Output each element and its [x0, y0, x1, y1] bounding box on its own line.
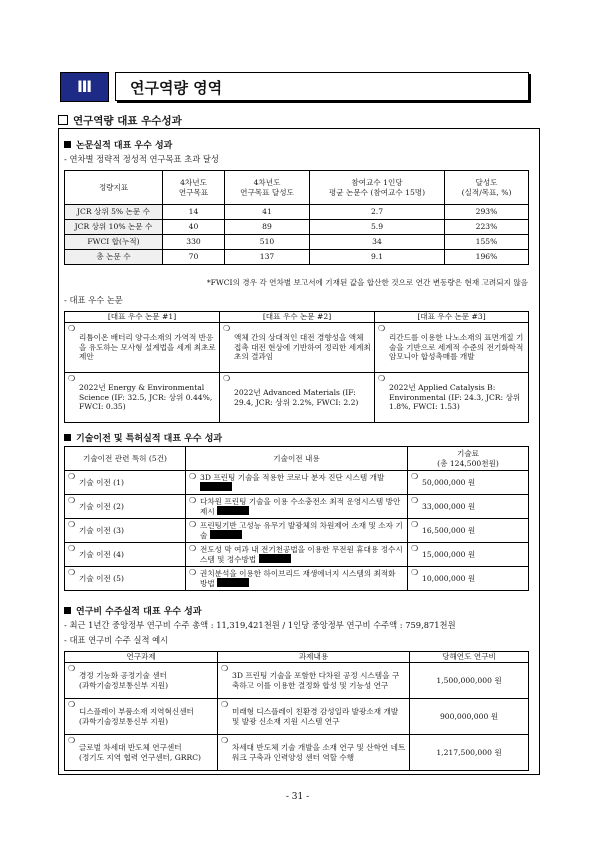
chapter-title: 연구역량 영역 — [130, 79, 223, 97]
redaction-block — [259, 554, 291, 563]
transfer-fee: ❍ 15,000,000 원 — [408, 543, 529, 567]
circle-bullet-icon: ❍ — [68, 664, 76, 673]
table-cell: 223% — [445, 220, 529, 235]
project-name: ❍ 디스플레이 부품소재 지역혁신센터 (과학기술정보통신부 지원) — [65, 699, 218, 735]
table-cell: 40 — [163, 220, 225, 235]
circle-bullet-icon: ❍ — [189, 472, 197, 481]
col-header: 달성도 (실적/목표, %) — [445, 171, 529, 205]
paper-header: [대표 우수 논문 #3] — [375, 312, 529, 323]
table-row — [65, 699, 529, 735]
papers-line1: - 연차별 정략적 정성적 연구목표 초과 달성 — [64, 154, 219, 164]
table-cell: 155% — [445, 235, 529, 250]
section-title: 연구역량 대표 우수성과 — [58, 113, 182, 128]
paper-journal: ❍ 2022년 Advanced Materials (IF: 29.4, JCR: 상위 2.2%, FWCI: 2.2) — [220, 373, 375, 423]
redaction-block — [200, 482, 232, 491]
table-cell: 9.1 — [310, 250, 445, 265]
table-row — [65, 220, 529, 235]
col-header: 기술이전 내용 — [186, 447, 408, 471]
table-cell: 70 — [163, 250, 225, 265]
transfer-content: ❍ 권치분석을 이용한 하이브리드 재생에너지 시스템의 최적화 방법 — [186, 567, 408, 591]
table-row — [65, 735, 529, 771]
transfer-fee: ❍ 50,000,000 원 — [408, 471, 529, 495]
circle-bullet-icon: ❍ — [411, 520, 419, 529]
checkbox-icon — [58, 115, 68, 125]
table-cell: 총 논문 수 — [65, 250, 163, 265]
transfer-label: ❍ 기술 이전 (4) — [65, 543, 186, 567]
table-row — [65, 567, 529, 591]
transfer-fee: ❍ 10,000,000 원 — [408, 567, 529, 591]
circle-bullet-icon: ❍ — [68, 374, 76, 383]
subsection-papers-title: 논문실적 대표 우수 성과 — [64, 138, 172, 151]
circle-bullet-icon: ❍ — [411, 496, 419, 505]
table-row — [65, 543, 529, 567]
table-cell: 89 — [225, 220, 310, 235]
funding-line2: - 대표 연구비 수주 실적 예시 — [64, 635, 169, 645]
papers-line2: - 대표 우수 논문 — [64, 295, 123, 305]
chapter-header — [60, 72, 530, 102]
table-cell: FWCI 합(누적) — [65, 235, 163, 250]
transfer-label: ❍ 기술 이전 (1) — [65, 471, 186, 495]
redaction-block — [217, 578, 249, 587]
representative-papers-table — [64, 311, 529, 423]
col-header: 기술료 (총 124,500천원) — [408, 447, 529, 471]
col-header: 연구과제 — [65, 652, 218, 663]
circle-bullet-icon: ❍ — [221, 664, 229, 673]
transfer-content: ❍ 다차원 프린팅 기술을 이용 수소충전소 최적 운영시스템 방안 제시 — [186, 495, 408, 519]
project-content: ❍ 3D 프린팅 기술을 포함한 다차원 공정 시스템을 구축하고 이를 이용한 결정화 합성 및 기능성 연구 — [218, 663, 410, 699]
col-header: 과제내용 — [218, 652, 410, 663]
transfer-label: ❍ 기술 이전 (2) — [65, 495, 186, 519]
tech-transfer-table — [64, 446, 529, 591]
table-cell: 14 — [163, 205, 225, 220]
circle-bullet-icon: ❍ — [68, 496, 76, 505]
paper-description: ❍ 리튬이온 배터리 양극소재의 가역적 반응을 유도하는 모사형 설계법을 세계 최초로 제안 — [65, 323, 220, 373]
project-budget: 900,000,000 원 — [410, 699, 529, 735]
table-row — [65, 663, 529, 699]
table-header-row — [65, 652, 529, 663]
project-name: ❍ 경정 기능화 공정기술 센터 (과학기술정보통신부 지원) — [65, 663, 218, 699]
circle-bullet-icon: ❍ — [378, 374, 386, 383]
table-cell: 5.9 — [310, 220, 445, 235]
project-content: ❍ 차세대 반도체 기술 개발을 소재 연구 및 산학연 네트워크 구축과 인력양성 센터 역할 수행 — [218, 735, 410, 771]
table-row — [65, 519, 529, 543]
square-bullet-icon — [64, 141, 71, 148]
table-cell: JCR 상위 5% 논문 수 — [65, 205, 163, 220]
table-header-row — [65, 312, 529, 323]
circle-bullet-icon: ❍ — [221, 736, 229, 745]
table-row — [65, 205, 529, 220]
circle-bullet-icon: ❍ — [411, 568, 419, 577]
circle-bullet-icon: ❍ — [411, 544, 419, 553]
redaction-block — [217, 506, 249, 515]
circle-bullet-icon: ❍ — [189, 544, 197, 553]
table-cell: JCR 상위 10% 논문 수 — [65, 220, 163, 235]
table-cell: 41 — [225, 205, 310, 220]
col-header: 당해연도 연구비 — [410, 652, 529, 663]
table-row — [65, 471, 529, 495]
page-number: - 31 - — [285, 792, 310, 802]
transfer-fee: ❍ 33,000,000 원 — [408, 495, 529, 519]
square-bullet-icon — [64, 434, 71, 441]
table-cell: 2.7 — [310, 205, 445, 220]
table-cell: 137 — [225, 250, 310, 265]
transfer-label: ❍ 기술 이전 (5) — [65, 567, 186, 591]
table-row — [65, 495, 529, 519]
paper-description: ❍ 액체 간의 상대적인 대전 경향성을 액체 접촉 대전 현상에 기반하여 정리한 세계최초의 결과임 — [220, 323, 375, 373]
transfer-label: ❍ 기술 이전 (3) — [65, 519, 186, 543]
table-row — [65, 323, 529, 373]
transfer-content: ❍ 프린팅기반 고성능 유무기 발광체의 차원제어 소재 및 소자 기술 — [186, 519, 408, 543]
circle-bullet-icon: ❍ — [68, 324, 76, 333]
fwci-note: *FWCI의 경우 각 연차별 보고서에 기재된 값을 합산한 것으로 연간 변동량은 현재 고려되지 않음 — [206, 278, 528, 287]
paper-journal: ❍ 2022년 Applied Catalysis B: Environmental (IF: 24.3, JCR: 상위 1.8%, FWCI: 1.53) — [375, 373, 529, 423]
table-cell: 510 — [225, 235, 310, 250]
project-content: ❍ 미래형 디스플레이 친환경 감성일라 발광소재 개발 및 발광 신소재 지원 시스템 연구 — [218, 699, 410, 735]
circle-bullet-icon: ❍ — [378, 324, 386, 333]
circle-bullet-icon: ❍ — [68, 736, 76, 745]
paper-journal: ❍ 2022년 Energy & Environmental Science (IF: 32.5, JCR: 상위 0.44%, FWCI: 0.35) — [65, 373, 220, 423]
circle-bullet-icon: ❍ — [189, 520, 197, 529]
circle-bullet-icon: ❍ — [68, 700, 76, 709]
circle-bullet-icon: ❍ — [223, 374, 231, 383]
circle-bullet-icon: ❍ — [221, 700, 229, 709]
circle-bullet-icon: ❍ — [223, 324, 231, 333]
project-name: ❍ 글로벌 차세대 반도체 연구센터 (정기도 지역 협력 연구센터, GRRC) — [65, 735, 218, 771]
chapter-number: Ⅲ — [60, 72, 109, 102]
circle-bullet-icon: ❍ — [189, 568, 197, 577]
table-row — [65, 235, 529, 250]
subsection-funding-title: 연구비 수주실적 대표 우수 성과 — [64, 604, 202, 617]
funding-line1: - 최근 1년간 중앙정부 연구비 수주 총액 : 11,319,421천원 / 1인당 중앙정부 연구비 수주액 : 759,871천원 — [64, 620, 456, 630]
circle-bullet-icon: ❍ — [189, 496, 197, 505]
redaction-block — [210, 530, 242, 539]
chapter-title-box — [115, 72, 529, 101]
transfer-fee: ❍ 16,500,000 원 — [408, 519, 529, 543]
table-cell: 330 — [163, 235, 225, 250]
table-cell: 293% — [445, 205, 529, 220]
table-row — [65, 373, 529, 423]
table-cell: 34 — [310, 235, 445, 250]
circle-bullet-icon: ❍ — [68, 544, 76, 553]
circle-bullet-icon: ❍ — [68, 472, 76, 481]
col-header: 기술이전 관련 특허 (5건) — [65, 447, 186, 471]
project-budget: 1,500,000,000 원 — [410, 663, 529, 699]
table-row — [65, 250, 529, 265]
paper-description: ❍ 리간드를 이용한 나노소재의 표면개질 기술을 기반으로 세계적 수준의 전기화학적 암모니아 합성촉매를 개발 — [375, 323, 529, 373]
transfer-content: ❍ 3D 프린팅 기술을 적용한 코로나 분자 진단 시스템 개발 — [186, 471, 408, 495]
subsection-tech-transfer-title: 기술이전 및 특허실적 대표 우수 성과 — [64, 431, 222, 444]
transfer-content: ❍ 전도성 막 여과 내 전기천공법을 이용한 무전원 휴대용 정수시스템 및 정수방법 — [186, 543, 408, 567]
project-budget: 1,217,500,000 원 — [410, 735, 529, 771]
circle-bullet-icon: ❍ — [68, 520, 76, 529]
square-bullet-icon — [64, 607, 71, 614]
paper-header: [대표 우수 논문 #1] — [65, 312, 220, 323]
papers-metrics-table — [64, 170, 529, 265]
table-cell: 196% — [445, 250, 529, 265]
col-header: 정량지표 — [65, 171, 163, 205]
table-header-row — [65, 171, 529, 205]
paper-header: [대표 우수 논문 #2] — [220, 312, 375, 323]
col-header: 참여교수 1인당 평균 논문수 (참여교수 15명) — [310, 171, 445, 205]
col-header: 4차년도 연구목표 — [163, 171, 225, 205]
table-header-row — [65, 447, 529, 471]
col-header: 4차년도 연구목표 달성도 — [225, 171, 310, 205]
funding-table — [64, 651, 529, 771]
circle-bullet-icon: ❍ — [411, 472, 419, 481]
circle-bullet-icon: ❍ — [68, 568, 76, 577]
